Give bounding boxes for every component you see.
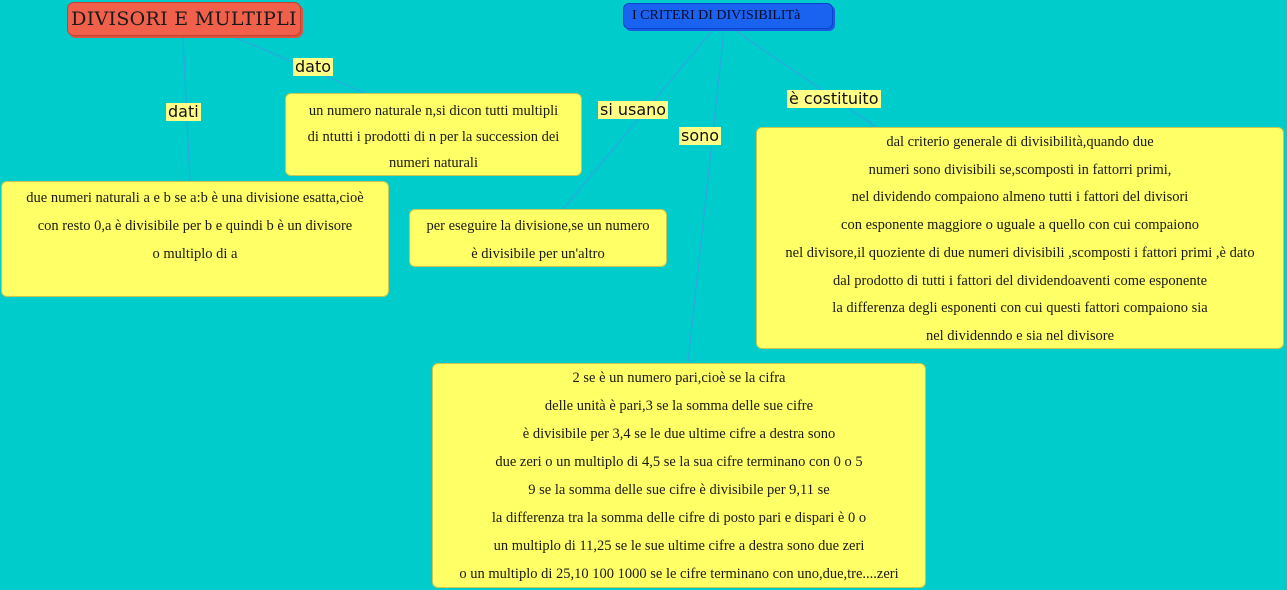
node-text-line: due numeri naturali a e b se a:b è una divisione esatta,cioè — [26, 190, 364, 206]
link-label-sono: sono — [681, 126, 720, 145]
connector-crit-sono — [688, 31, 724, 362]
node-text-line: un multiplo di 11,25 se le sue ultime cifre a destra sono due zeri — [493, 538, 865, 554]
node-divisibility-rules[interactable] — [432, 363, 926, 588]
node-text-line: nel divisore,il quoziente di due numeri divisibili ,scomposti i fattori primi ,è dato — [785, 244, 1255, 261]
link-label-dati: dati — [168, 102, 199, 121]
connector-crit-siusano — [563, 31, 712, 209]
node-multiples-definition[interactable] — [285, 93, 582, 176]
link-label-dato: dato — [295, 57, 332, 76]
criteria-topic-title[interactable] — [623, 3, 833, 29]
main-topic-text: DIVISORI E MULTIPLI — [71, 8, 297, 30]
node-divisor-definition[interactable] — [1, 181, 389, 297]
node-general-criterion[interactable] — [756, 127, 1284, 349]
node-text-line: dal criterio generale di divisibilità,quando due — [886, 134, 1154, 150]
node-text-line: un numero naturale n,si dicon tutti multipli — [308, 103, 559, 119]
node-text-line: con esponente maggiore o uguale a quello con cui compaiono — [841, 217, 1199, 234]
main-topic-title[interactable] — [67, 2, 301, 36]
node-text-line: la differenza tra la somma delle cifre di posto pari e dispari è 0 o — [491, 510, 867, 526]
node-text-line: numeri naturali — [389, 155, 478, 171]
node-text-line: dal prodotto di tutti i fattori del dividendoaventi come esponente — [832, 272, 1208, 289]
node-text-line: è divisibile per un'altro — [471, 246, 605, 262]
node-text-line: è divisibile per 3,4 se le due ultime cifre a destra sono — [522, 426, 836, 442]
node-text-line: con resto 0,a è divisibile per b e quindi b è un divisore — [37, 218, 353, 234]
node-text-line: 9 se la somma delle sue cifre è divisibile per 9,11 se — [528, 482, 830, 498]
node-text-line: delle unità è pari,3 se la somma delle sue cifre — [544, 398, 814, 414]
node-text-line: per eseguire la divisione,se un numero — [426, 218, 650, 234]
node-text-line: la differenza degli esponenti con cui questi fattori compaiono sia — [832, 300, 1208, 317]
link-label-si-usano: si usano — [600, 100, 667, 119]
node-text-line: nel dividenndo e sia nel divisore — [925, 327, 1115, 344]
node-text-line: 2 se è un numero pari,cioè se la cifra — [572, 370, 786, 386]
node-text-line: di ntutti i prodotti di n per la succession dei — [307, 129, 560, 145]
link-label-e-costituito: è costituito — [789, 89, 879, 108]
criteria-topic-text: I CRITERI DI DIVISIBILITà — [632, 8, 801, 23]
node-text-line: o multiplo di a — [152, 246, 238, 262]
node-text-line: due zeri o un multiplo di 4,5 se la sua cifre terminano con 0 o 5 — [495, 454, 863, 470]
node-criteria-purpose[interactable] — [409, 209, 667, 267]
node-text-line: nel dividendo compaiono almeno tutti i fattori del divisori — [851, 189, 1189, 206]
node-text-line: o un multiplo di 25,10 100 1000 se le cifre terminano con uno,due,tre....zeri — [459, 566, 899, 582]
connector-crit-costituito — [736, 31, 876, 127]
node-text-line: numeri sono divisibili se,scomposti in fattorri primi, — [868, 161, 1172, 178]
